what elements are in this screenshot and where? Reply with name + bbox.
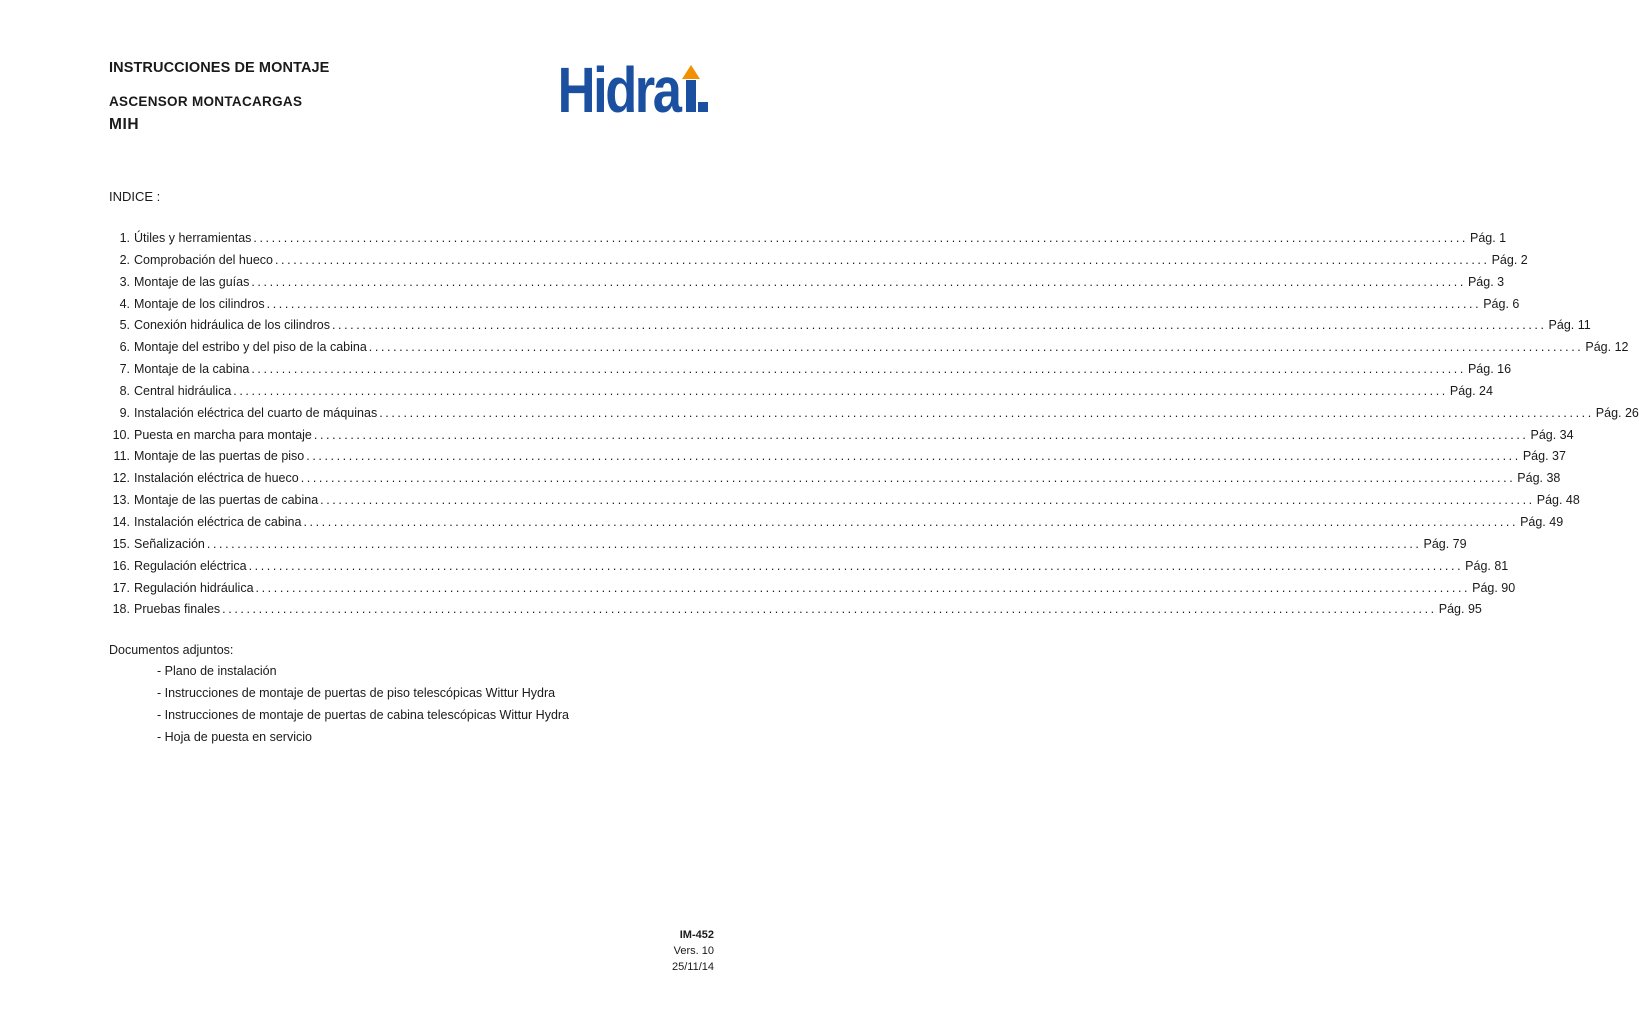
toc-entry [109,427,1574,450]
toc-dot-leader: ........................................................................................................................................................................................................ [233,383,1448,398]
toc-entry-title: Regulación hidráulica [134,580,254,595]
toc-entry-page: Pág. 6 [1483,296,1520,311]
toc-entry-title: Montaje de los cilindros [134,296,265,311]
toc-entry-page: Pág. 49 [1520,514,1564,529]
toc-entry-number: 17. [112,580,130,595]
toc-entry-page: Pág. 16 [1467,362,1512,377]
toc-entry-number: 5. [119,318,130,333]
toc-entry [109,449,1566,471]
toc-entry-number: 15. [112,536,130,551]
toc-entry-number: 12. [112,471,130,486]
toc-entry-title: Pruebas finales [134,602,221,617]
toc-dot-leader: ........................................................................................................................................................................................................ [368,340,1584,355]
toc-entry-page: Pág. 81 [1465,558,1509,573]
document-date: 25/11/14 [671,961,714,973]
toc-entry-title: Instalación eléctrica del cuarto de máquinas [134,405,378,420]
toc-entry-page: Pág. 38 [1517,471,1561,486]
toc-entry-page: Pág. 79 [1423,536,1467,551]
document-footer [672,927,714,975]
svg-text:Hidra: Hidra [557,55,680,127]
toc-dot-leader: ........................................................................................................................................................................................................ [255,580,1471,595]
hidral-logo [556,52,712,127]
toc-entry-number: 9. [119,405,130,420]
toc-dot-leader: ........................................................................................................................................................................................................ [253,231,1468,245]
toc-entry-page: Pág. 1 [1470,231,1507,245]
toc-entry-title: Regulación eléctrica [134,558,247,573]
toc-entry-title: Montaje de la cabina [134,362,250,377]
toc-dot-leader: ........................................................................................................................................................................................................ [313,427,1529,442]
toc-entry-title: Señalización [134,536,205,551]
toc-entry [109,558,1509,581]
toc-dot-leader: ........................................................................................................................................................................................................ [320,493,1535,508]
toc-entry-title: Montaje de las puertas de cabina [134,493,319,508]
toc-dot-leader: ........................................................................................................................................................................................................ [331,318,1547,333]
toc-entry [109,405,1639,428]
toc-entry-number: 13. [112,493,130,508]
toc-entry-title: Montaje del estribo y del piso de la cabina [134,340,367,355]
toc-entry-title: Montaje de las puertas de piso [134,449,305,464]
document-version: Vers. 10 [673,945,714,957]
toc-entry-title: Comprobación del hueco [134,252,273,267]
toc-entry-title: Instalación eléctrica de cabina [134,514,302,529]
toc-dot-leader: ........................................................................................................................................................................................................ [248,558,1464,573]
toc-entry-page: Pág. 24 [1449,383,1493,398]
toc-entry-page: Pág. 34 [1530,427,1574,442]
toc-entry-title: Montaje de las guías [134,274,250,289]
toc-entry-page: Pág. 3 [1467,274,1505,289]
document-subtitle: ASCENSOR MONTACARGAS [109,94,303,109]
toc-entry [109,340,1629,362]
attached-document-item: - Instrucciones de montaje de puertas de cabina telescópicas Wittur Hydra [157,708,570,722]
toc-entry [109,580,1516,603]
toc-entry [109,362,1512,384]
toc-dot-leader: ........................................................................................................................................................................................................ [206,536,1422,551]
toc-dot-leader: ........................................................................................................................................................................................................ [306,449,1521,464]
toc-entry-number: 2. [119,252,130,267]
toc-entry-title: Puesta en marcha para montaje [134,427,312,442]
model-name: MIH [109,116,140,133]
attached-document-item: - Plano de instalación [157,664,277,678]
toc-dot-leader: ........................................................................................................................................................................................................ [251,274,1466,289]
toc-entry [109,536,1467,559]
toc-entry-number: 14. [112,514,130,529]
toc-entry [109,318,1591,340]
toc-entry-title: Conexión hidráulica de los cilindros [134,318,330,333]
document-code: IM-452 [679,929,714,941]
toc-entry-number: 1. [119,231,130,245]
toc-entry-page: Pág. 12 [1585,340,1629,355]
toc-dot-leader: ........................................................................................................................................................................................................ [379,405,1594,420]
toc-entry-number: 16. [112,558,130,573]
toc-dot-leader: ........................................................................................................................................................................................................ [222,602,1437,617]
toc-entry-page: Pág. 48 [1536,493,1580,508]
toc-entry [109,296,1520,319]
toc-entry-number: 18. [112,602,130,617]
toc-entry [109,493,1580,515]
toc-entry-page: Pág. 95 [1438,602,1482,617]
toc-entry [109,514,1564,537]
toc-entry-title: Útiles y herramientas [134,231,252,245]
document-title: INSTRUCCIONES DE MONTAJE [109,60,330,76]
table-of-contents [109,231,1639,624]
toc-dot-leader: ........................................................................................................................................................................................................ [266,296,1482,311]
toc-dot-leader: ........................................................................................................................................................................................................ [303,514,1519,529]
toc-entry [109,383,1493,406]
toc-entry-title: Central hidráulica [134,383,232,398]
toc-entry-number: 8. [119,383,130,398]
toc-entry-page: Pág. 90 [1472,580,1516,595]
toc-entry-title: Instalación eléctrica de hueco [134,471,299,486]
toc-dot-leader: ........................................................................................................................................................................................................ [300,471,1516,486]
toc-entry-number: 3. [119,274,130,289]
attached-document-item: - Hoja de puesta en servicio [157,730,312,744]
toc-entry-number: 7. [119,362,130,377]
toc-dot-leader: ........................................................................................................................................................................................................ [274,252,1490,267]
attached-document-item: - Instrucciones de montaje de puertas de piso telescópicas Wittur Hydra [157,686,556,700]
toc-entry-page: Pág. 26 [1595,405,1639,420]
attached-documents-label: Documentos adjuntos: [109,643,234,657]
toc-entry [109,274,1505,297]
toc-entry-page: Pág. 11 [1548,318,1591,333]
toc-entry [109,252,1528,275]
toc-entry-number: 10. [112,427,130,442]
index-label: INDICE : [109,189,161,204]
toc-entry-page: Pág. 37 [1522,449,1566,464]
toc-entry [109,471,1561,493]
toc-dot-leader: ........................................................................................................................................................................................................ [251,362,1466,377]
toc-entry-page: Pág. 2 [1491,252,1528,267]
toc-entry-number: 6. [119,340,130,355]
toc-entry [109,602,1482,624]
toc-entry-number: 4. [119,296,130,311]
attached-documents-list [157,664,569,752]
toc-entry [109,231,1507,253]
toc-entry-number: 11. [113,449,130,464]
